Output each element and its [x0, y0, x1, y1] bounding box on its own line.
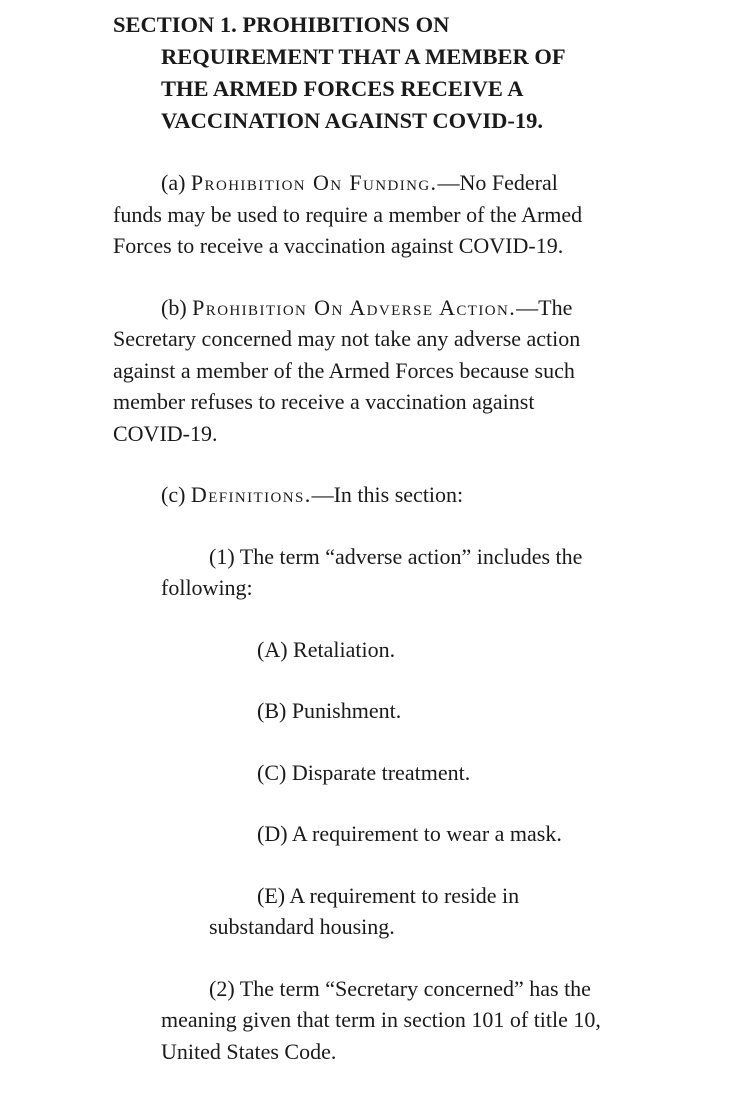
paragraph-2: (2) The term “Secretary concerned” has the meaning given that term in section 101 of title 10, United States Code.: [161, 975, 601, 1064]
subsection-c-marker: (c): [161, 482, 191, 507]
subsection-c-title: Definitions.: [190, 482, 312, 507]
list-item-b: (B) Punishment.: [257, 698, 402, 723]
subsection-b-text: —The Secretary concerned may not take any adverse action against a member of the Armed Forces because such member refuses to receive a vaccination against COVID-19.: [113, 294, 581, 446]
subsection-a: [113, 167, 603, 262]
list-item-a: (A) Retaliation.: [257, 636, 396, 662]
bill-text: [113, 9, 603, 1067]
subsection-b-marker: (b): [161, 294, 193, 320]
section-heading-rest: REQUIREMENT THAT A MEMBER OF THE ARMED FORCES RECEIVE A VACCINATION AGAINST COVID-19.: [161, 44, 565, 133]
subsection-a-marker: (a): [161, 170, 191, 195]
list-item-c: (C) Disparate treatment.: [257, 759, 471, 785]
list-item-e: (E) A requirement to reside in substandard housing.: [209, 882, 520, 939]
subsection-a-title: Prohibition On Funding.: [190, 170, 438, 195]
subsection-b-title: Prohibition On Adverse Action.: [192, 294, 517, 320]
section-heading-first-line: SECTION 1. PROHIBITIONS ON: [113, 12, 450, 37]
list-item-d: (D) A requirement to wear a mask.: [257, 821, 562, 846]
subsection-b: [113, 292, 603, 450]
subsection-a-text: —No Federal funds may be used to require a member of the Armed Forces to receive a vaccination against COVID-19.: [113, 170, 583, 258]
paragraph-1: (1) The term “adverse action” includes the following:: [161, 543, 583, 600]
section-heading: [113, 9, 603, 137]
subsection-c-text: —In this section:: [311, 482, 464, 507]
subsection-c: [113, 479, 603, 511]
